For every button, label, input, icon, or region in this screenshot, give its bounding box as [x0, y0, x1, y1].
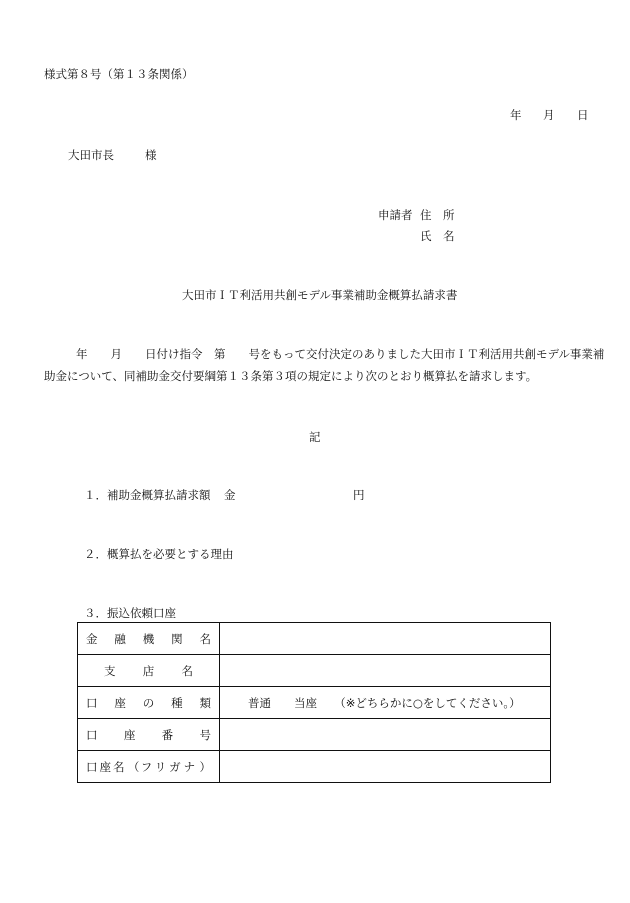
- bank-name-field[interactable]: [220, 623, 551, 655]
- label-char: 号: [199, 727, 211, 742]
- account-holder-field[interactable]: [220, 751, 551, 783]
- table-row: [78, 687, 551, 719]
- label-char: 口: [86, 695, 98, 710]
- account-type-label: [78, 687, 220, 719]
- table-row: [78, 623, 551, 655]
- label-char: フリガナ: [140, 759, 199, 774]
- item1-prefix: 金: [224, 488, 236, 502]
- body-line-2: 助金について、同補助金交付要綱第１３条第３項の規定により次のとおり概算払を請求します。: [44, 369, 538, 383]
- label-char: 番: [161, 727, 174, 742]
- label-char: 名: [199, 631, 211, 646]
- label-char: 支: [104, 663, 116, 678]
- label-char: の: [142, 695, 155, 710]
- account-table: [77, 622, 551, 783]
- table-row: [78, 719, 551, 751]
- branch-name-label: [78, 655, 220, 687]
- label-char: 機: [142, 631, 155, 646]
- label-char: 口座名: [86, 759, 127, 774]
- form-number: 様式第８号（第１３条関係）: [44, 67, 194, 81]
- label-char: （: [127, 759, 140, 774]
- table-row: [78, 655, 551, 687]
- item3-label: ３．振込依頼口座: [84, 606, 176, 620]
- addressee-honorific: 様: [145, 148, 157, 162]
- account-number-label: [78, 719, 220, 751]
- label-char: 座: [123, 727, 136, 742]
- body-line-1: 年 月 日付け指令 第 号をもって交付決定のありました大田市ＩＴ利活用共創モデル事業補: [76, 347, 605, 361]
- applicant-address-label: 住 所: [420, 208, 455, 222]
- label-char: 類: [199, 695, 211, 710]
- branch-name-field[interactable]: [220, 655, 551, 687]
- item2-label: ２．概算払を必要とする理由: [84, 547, 234, 561]
- label-char: ）: [199, 759, 211, 774]
- label-char: 融: [114, 631, 126, 646]
- applicant-name-label: 氏 名: [420, 229, 455, 243]
- table-row: [78, 751, 551, 783]
- date-month: 月: [543, 108, 555, 122]
- document-title: 大田市ＩＴ利活用共創モデル事業補助金概算払請求書: [182, 288, 458, 302]
- account-holder-label: [78, 751, 220, 783]
- date-year: 年: [510, 108, 522, 122]
- label-char: 口: [86, 727, 98, 742]
- label-char: 座: [114, 695, 126, 710]
- applicant-label: 申請者: [378, 208, 413, 222]
- date-day: 日: [577, 108, 589, 122]
- ki-heading: 記: [309, 430, 321, 444]
- label-char: 店: [142, 663, 155, 678]
- label-char: 種: [171, 695, 183, 710]
- item1-unit: 円: [353, 488, 365, 502]
- bank-name-label: [78, 623, 220, 655]
- label-char: 名: [181, 663, 193, 678]
- label-char: 金: [86, 631, 98, 646]
- account-type-field[interactable]: 普通 当座 （※どちらかに○をしてください。）: [220, 687, 551, 719]
- account-number-field[interactable]: [220, 719, 551, 751]
- addressee-name: 大田市長: [68, 148, 114, 162]
- label-char: 関: [171, 631, 183, 646]
- item1-label: １．補助金概算払請求額: [84, 488, 211, 502]
